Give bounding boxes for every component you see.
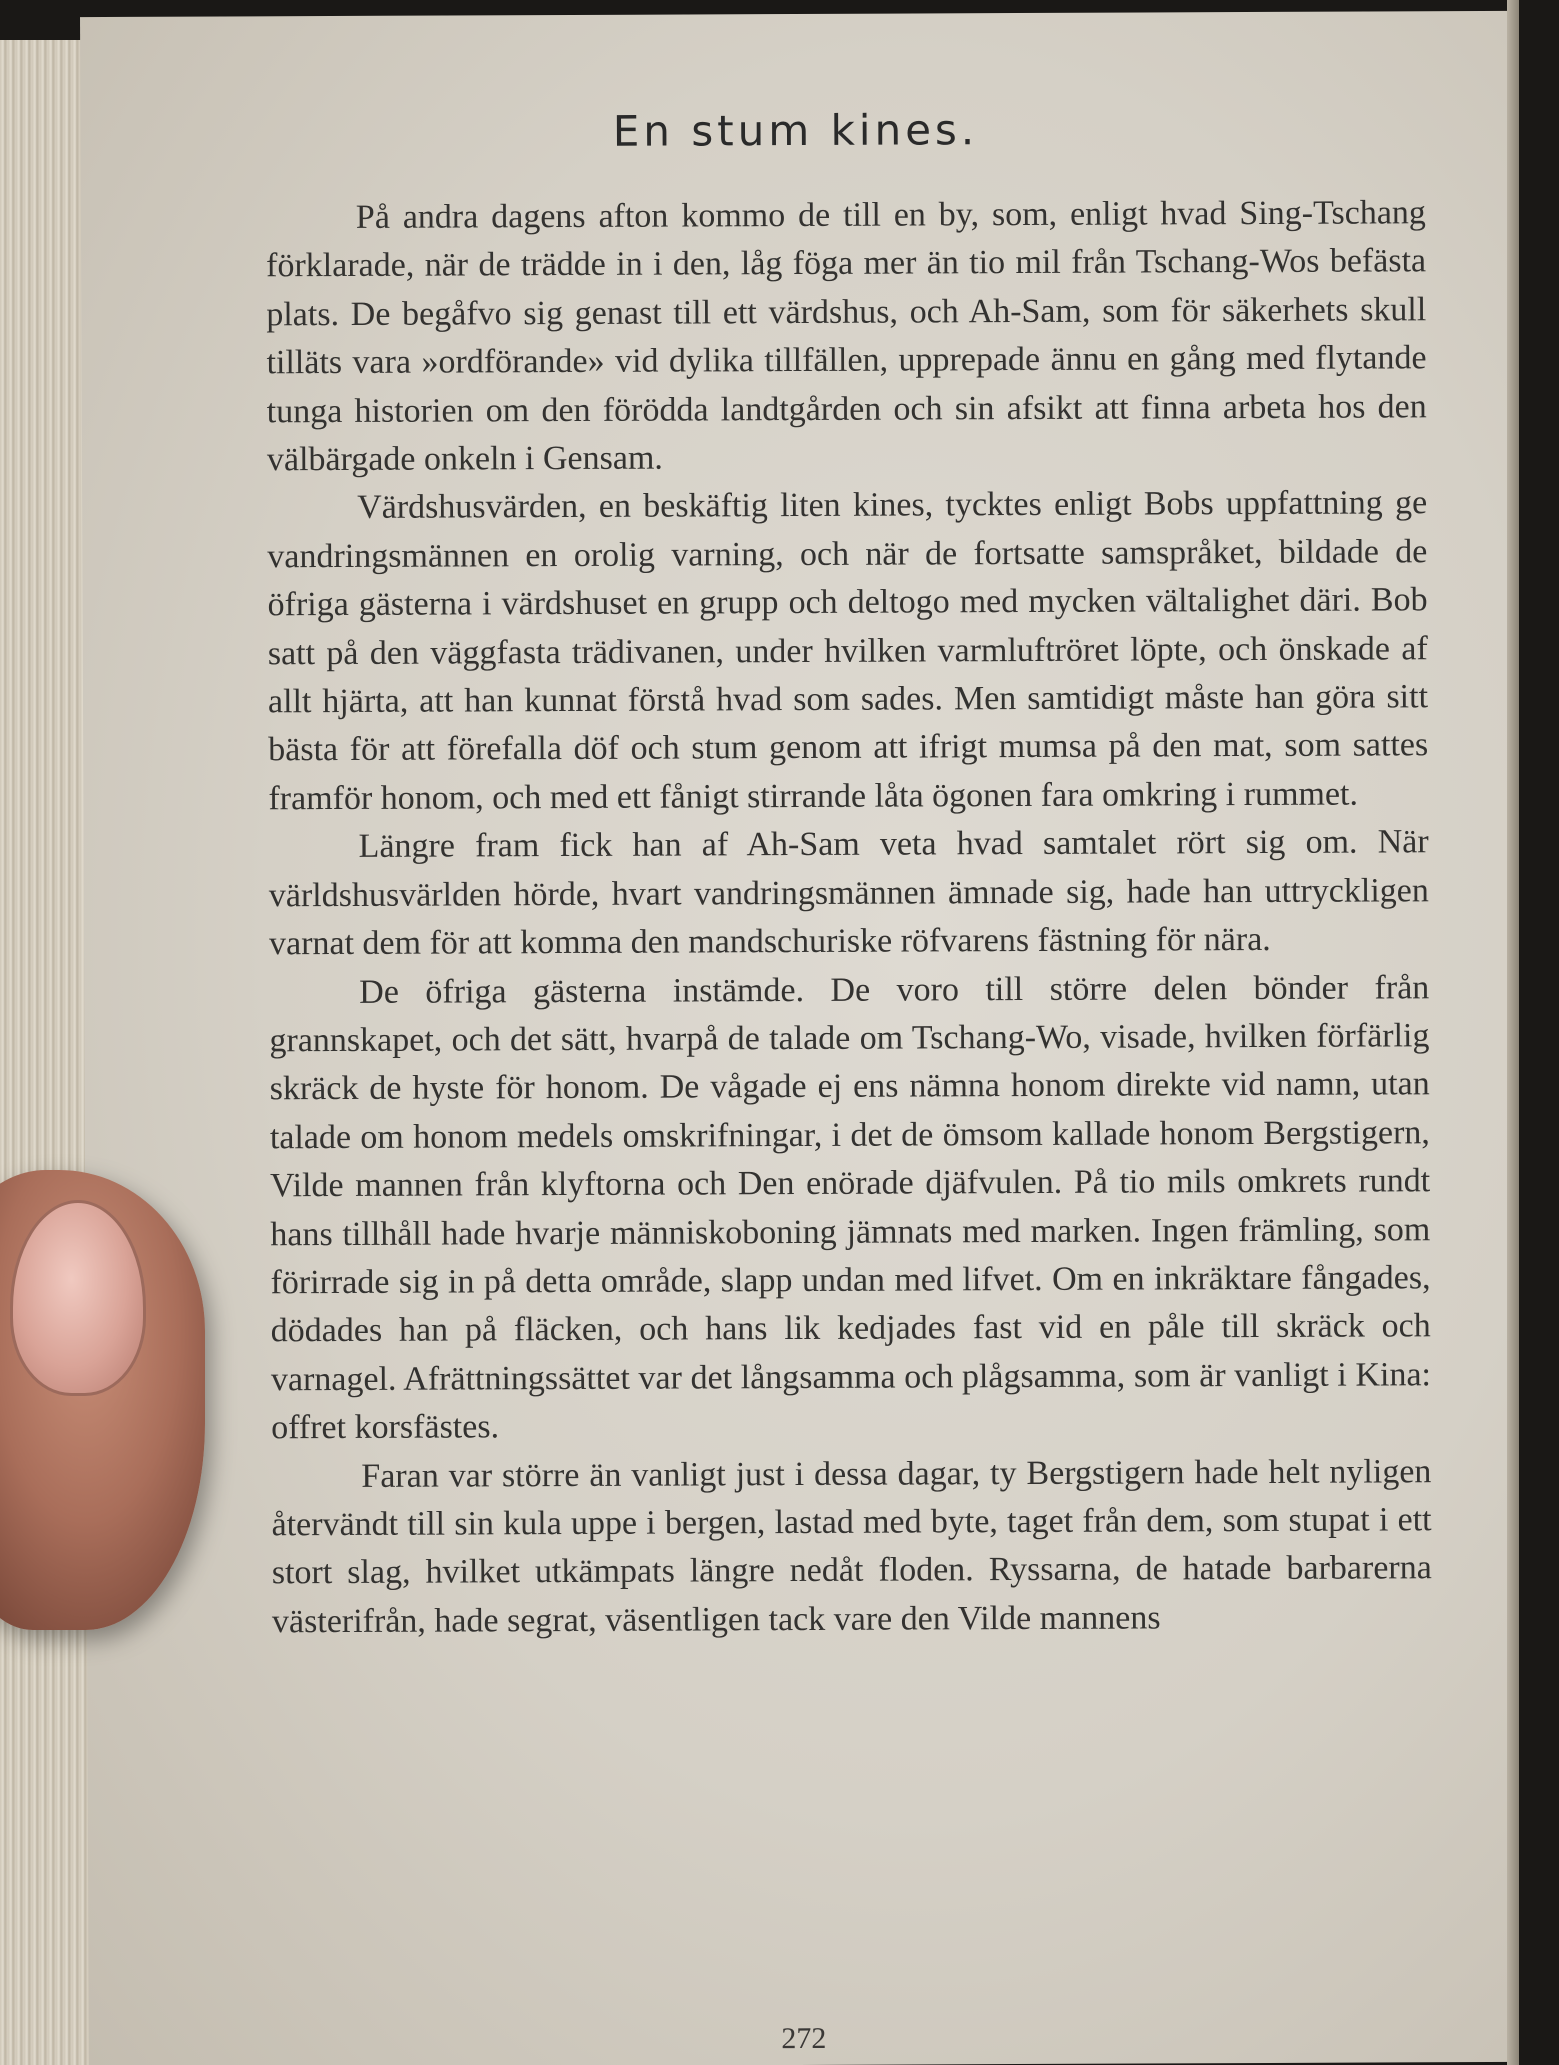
page-title: En stum kines. <box>612 105 979 156</box>
book-page <box>80 11 1519 2065</box>
paragraph-4: De öfriga gästerna instämde. De voro till större delen bönder från grannskapet, och det sätt, hvarpå de talade om Tschang-Wo, visade, hvilken förfärlig skräck de hyste för honom. De vågade ej ens nämna honom direkte vid namn, utan talade om honom medels omskrifningar, i det de ömsom kallade honom Bergstigern, Vilde mannen från klyftorna och Den enörade djäfvulen. På tio mils omkrets rundt hans tillhåll hade hvarje människoboning jämnats med marken. Ingen främling, som förirrade sig in på detta område, slapp undan med lifvet. Om en inkräktare fångades, dödades han på fläcken, och hans lik kedjades fast vid en påle till skräck och varnagel. Afrättningssättet var det långsamma och plågsamma, som är vanligt i Kina: offret korsfästes. <box>269 968 1432 1447</box>
paragraph-2: Värdshusvärden, en beskäftig liten kines, tycktes enligt Bobs uppfattning ge vandringsmännen en orolig varning, och när de fortsatte samspråket, bildade de öfriga gästerna i värdshuset en grupp och deltogo med mycken vältalighet däri. Bob satt på den väggfasta trädivanen, under hvilken varmluftröret löpte, och önskade af allt hjärta, att han kunnat förstå hvad som sades. Men samtidigt måste han göra sitt bästa för att förefalla döf och stum genom att ifrigt mumsa på den mat, som sattes framför honom, och med ett fånigt stirrande låta ögonen fara omkring i rummet. <box>267 484 1429 818</box>
thumbnail <box>10 1200 146 1396</box>
body-text <box>266 189 1432 1646</box>
page-right-edge <box>1507 0 1519 2065</box>
page-number: 272 <box>781 2021 827 2056</box>
paragraph-1: På andra dagens afton kommo de till en by, som, enligt hvad Sing-Tschang förklarade, när de trädde in i den, låg föga mer än tio mil från Tschang-Wos befästa plats. De begåfvo sig genast till ett värdshus, och Ah-Sam, som för säkerhets skull tilläts vara »ordförande» vid dylika tillfällen, upprepade ännu en gång med flytande tunga historien om den förödda landtgården och sin afsikt att finna arbeta hos den välbärgade onkeln i Gensam. <box>266 194 1427 479</box>
thumb <box>0 1170 205 1630</box>
paragraph-5: Faran var större än vanligt just i dessa dagar, ty Bergstigern hade helt nyligen återvändt till sin kula uppe i bergen, lastad med byte, taget från dem, som stupat i ett stort slag, hvilket utkämpats längre nedåt floden. Ryssarna, de hatade barbarerna västerifrån, hade segrat, väsentligen tack vare den Vilde mannens <box>271 1452 1432 1641</box>
paragraph-3: Längre fram fick han af Ah-Sam veta hvad samtalet rört sig om. När världshusvärlden hörde, hvart vandringsmännen ämnade sig, hade han uttryckligen varnat dem för att komma den mandschuriske röfvarens fästning för nära. <box>268 823 1429 963</box>
